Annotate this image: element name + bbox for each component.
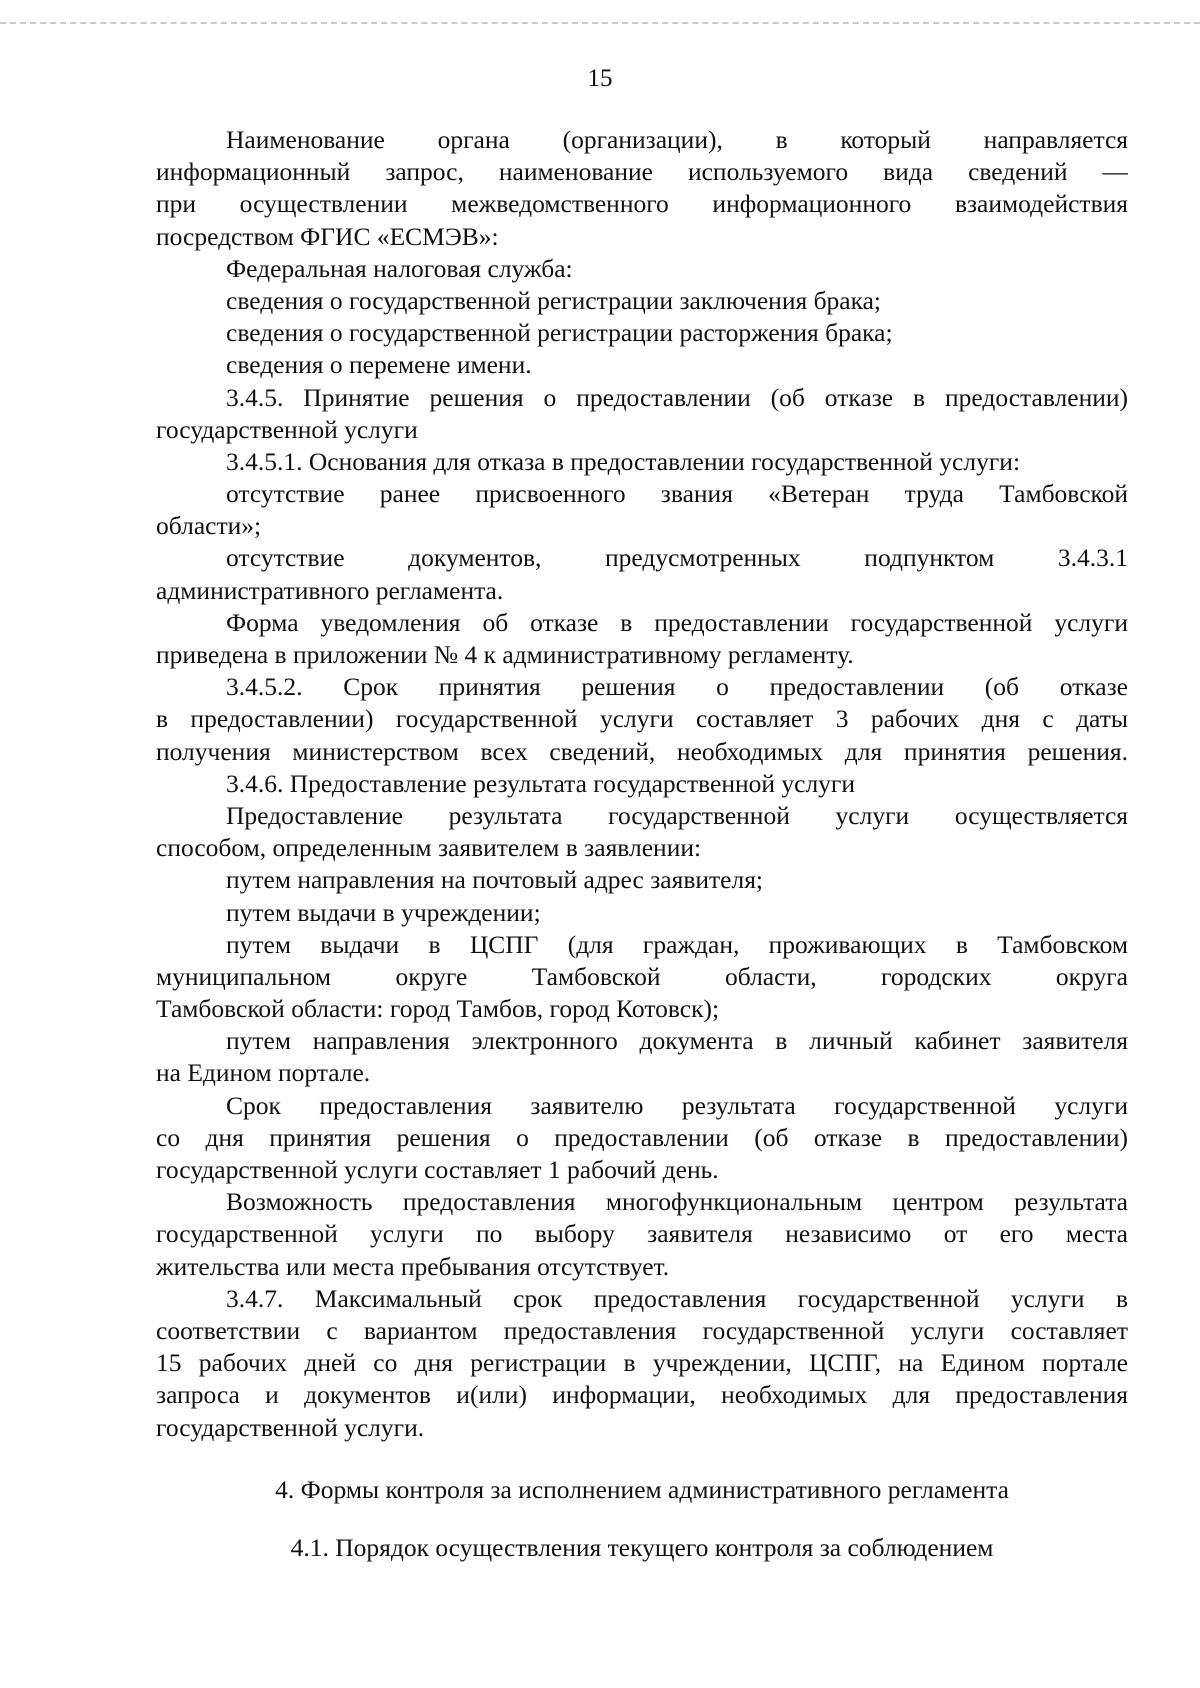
text-line: приведена в приложении № 4 к административному регламенту. xyxy=(156,640,854,669)
text-line: отсутствие ранее присвоенного звания «Ветеран труда Тамбовской xyxy=(226,479,1128,509)
text-line: в предоставлении) государственной услуги составляет 3 рабочих дня с даты xyxy=(156,704,1128,734)
text-line: государственной услуги по выбору заявителя независимо от его места xyxy=(156,1219,1128,1249)
text-line: муниципальном округе Тамбовской области, городских округа xyxy=(156,961,1128,991)
text-line: отсутствие документов, предусмотренных подпунктом 3.4.3.1 xyxy=(226,543,1128,573)
section-heading: 4. Формы контроля за исполнением административного регламента xyxy=(275,1474,1009,1504)
text-line: 3.4.5. Принятие решения о предоставлении (об отказе в предоставлении) xyxy=(226,382,1128,412)
text-line: со дня принятия решения о предоставлении (об отказе в предоставлении) xyxy=(156,1122,1128,1152)
spacer xyxy=(156,1506,1128,1532)
text-line: области»; xyxy=(156,511,262,541)
text-line: соответствии с вариантом предоставления государственной услуги составляет xyxy=(156,1315,1128,1345)
text-line: Срок предоставления заявителю результата государственной услуги xyxy=(226,1090,1128,1120)
text-line: 3.4.5.1. Основания для отказа в предоставлении государственной услуги: xyxy=(226,446,1021,476)
text-line: при осуществлении межведомственного информационного взаимодействия xyxy=(156,189,1128,219)
page-number: 15 xyxy=(587,65,613,92)
text-line: 15 рабочих дней со дня регистрации в учреждении, ЦСПГ, на Едином портале xyxy=(156,1348,1128,1378)
text-line: Форма уведомления об отказе в предоставлении государственной услуги xyxy=(226,607,1128,637)
scan-edge-line xyxy=(0,22,1200,24)
text-line: получения министерством всех сведений, необходимых для принятия решения. xyxy=(156,736,1128,766)
spacer xyxy=(156,1444,1128,1474)
text-line: 3.4.7. Максимальный срок предоставления государственной услуги в xyxy=(226,1283,1128,1313)
text-line: путем направления электронного документа в личный кабинет заявителя xyxy=(226,1026,1128,1056)
text-line: запроса и документов и(или) информации, необходимых для предоставления xyxy=(156,1380,1128,1410)
text-line: путем выдачи в ЦСПГ (для граждан, проживающих в Тамбовском xyxy=(226,929,1128,959)
text-line: Федеральная налоговая служба: xyxy=(226,253,573,283)
text-line: путем выдачи в учреждении; xyxy=(226,897,541,927)
text-line: сведения о перемене имени. xyxy=(226,350,532,380)
text-line: 3.4.6. Предоставление результата государственной услуги xyxy=(226,768,856,798)
text-line: информационный запрос, наименование используемого вида сведений — xyxy=(156,157,1128,187)
document-body xyxy=(156,124,1128,1564)
text-line: административного регламента. xyxy=(156,575,504,605)
text-line: сведения о государственной регистрации заключения брака; xyxy=(226,285,882,315)
text-line: путем направления на почтовый адрес заявителя; xyxy=(226,865,764,895)
text-line: государственной услуги составляет 1 рабочий день. xyxy=(156,1155,719,1184)
text-line: способом, определенным заявителем в заявлении: xyxy=(156,833,702,863)
text-line: 3.4.5.2. Срок принятия решения о предоставлении (об отказе xyxy=(226,672,1128,702)
text-line: на Едином портале. xyxy=(156,1058,371,1088)
text-line: посредством ФГИС «ЕСМЭВ»: xyxy=(156,221,499,251)
text-line: Тамбовской области: город Тамбов, город Котовск); xyxy=(156,994,720,1024)
text-line: Возможность предоставления многофункциональным центром результата xyxy=(226,1187,1128,1217)
subsection-heading: 4.1. Порядок осуществления текущего контроля за соблюдением xyxy=(290,1532,994,1562)
text-line: Наименование органа (организации), в который направляется xyxy=(226,125,1128,154)
text-line: государственной услуги. xyxy=(156,1412,425,1442)
text-line: Предоставление результата государственной услуги осуществляется xyxy=(226,800,1128,830)
paragraph-lines xyxy=(156,124,1128,1444)
text-line: государственной услуги xyxy=(156,414,418,444)
text-line: жительства или места пребывания отсутствует. xyxy=(156,1251,670,1281)
text-line: сведения о государственной регистрации расторжения брака; xyxy=(226,318,893,348)
